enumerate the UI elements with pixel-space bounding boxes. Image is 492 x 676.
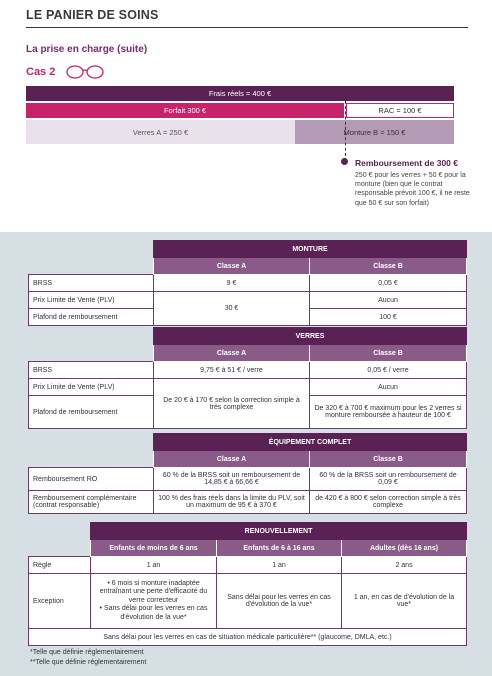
rac-bar: RAC = 100 €	[346, 103, 454, 118]
table-row: BRSS 9,75 € à 51 € / verre 0,05 € / verre	[29, 362, 467, 379]
table-row: Plafond de remboursement De 320 € à 700 € maximum pour les 2 verres si monture remboursée à hauteur de 100 €	[29, 396, 467, 429]
connector-dot	[341, 158, 348, 165]
glasses-icon	[64, 62, 106, 80]
exception-item: • 6 mois si monture inadaptée entraînant une perte d'efficacité du verre correcteur	[99, 579, 208, 604]
forfait-bar: Forfait 300 €	[26, 103, 344, 118]
dashed-connector	[345, 101, 346, 161]
table-row: Prix Limite de Vente (PLV) De 20 € à 170 € selon la correction simple à très complexe Aucun	[29, 379, 467, 396]
case-label: Cas 2	[26, 66, 56, 78]
footnote: *Telle que définie réglementairement	[30, 649, 144, 656]
table-row: Règle 1 an 1 an 2 ans	[29, 557, 467, 574]
table-row: Prix Limite de Vente (PLV) 30 € Aucun	[29, 292, 467, 309]
exception-item: • Sans délai pour les verres en cas d'évolution de la vue*	[99, 605, 208, 621]
verres-bar: Verres A = 250 €	[26, 120, 295, 144]
equipement-table: ÉQUIPEMENT COMPLET Classe A Classe B Remboursement RO 60 % de la BRSS soit un remboursement de 14,85 € à 66,66 € 60 % de la BRSS soit un remboursement de 0,09 € Remboursement complémentaire (contrat responsable) 100 % des frais réels dans la limite du PLV, soit un maximum de 95 € à 370 € de 420 € à 800 € selon correction simple à très complexe	[28, 433, 467, 514]
table-row: Sans délai pour les verres en cas de situation médicale particulière** (glaucome, DMLA, etc.)	[29, 629, 467, 646]
remboursement-title: Remboursement de 300 €	[355, 158, 458, 168]
remboursement-text: 250 € pour les verres + 50 € pour la monture (bien que le contrat responsable prévoit 100 €, il ne reste que 50 € sur son forfait)	[355, 172, 470, 207]
monture-class-a: Classe A	[154, 258, 310, 275]
monture-heading: MONTURE	[154, 241, 467, 258]
renouvellement-heading: RENOUVELLEMENT	[91, 523, 467, 540]
table-row: BRSS 9 € 0,05 €	[29, 275, 467, 292]
monture-table	[28, 240, 467, 326]
monture-class-b: Classe B	[310, 258, 467, 275]
equipement-heading: ÉQUIPEMENT COMPLET	[154, 434, 467, 451]
verres-heading: VERRES	[154, 328, 467, 345]
frais-reels-bar: Frais réels = 400 €	[26, 86, 454, 101]
table-row: Remboursement complémentaire (contrat responsable) 100 % des frais réels dans la limite du PLV, soit un maximum de 95 € à 370 € de 420 € à 800 € selon correction simple à très complexe	[29, 491, 467, 514]
verres-table: VERRES Classe A Classe B BRSS 9,75 € à 51 € / verre 0,05 € / verre Prix Limite de Vente (PLV) De 20 € à 170 € selon la correction simple à très complexe Aucun Plafond de remboursement De 320 € à 700 € maximum pour les 2 verres si monture remboursée à hauteur de 100 €	[28, 327, 467, 429]
page-title: LE PANIER DE SOINS	[26, 8, 159, 22]
section-subtitle: La prise en charge (suite)	[26, 44, 148, 55]
table-row: Remboursement RO 60 % de la BRSS soit un remboursement de 14,85 € à 66,66 € 60 % de la BRSS soit un remboursement de 0,09 €	[29, 468, 467, 491]
footnote: **Telle que définie réglementairement	[30, 659, 147, 666]
table-row: Plafond de remboursement 100 €	[29, 309, 467, 326]
title-divider	[26, 27, 468, 28]
monture-bar: Monture B = 150 €	[295, 120, 454, 144]
table-row: Exception • 6 mois si monture inadaptée entraînant une perte d'efficacité du verre correcteur • Sans délai pour les verres en cas d'évolution de la vue* Sans délai pour les verres en cas d'évolution de la vue* 1 an, en cas de d'évolution de la vue*	[29, 574, 467, 629]
renouvellement-table: RENOUVELLEMENT Enfants de moins de 6 ans Enfants de 6 à 16 ans Adultes (dès 16 ans) Règle 1 an 1 an 2 ans Exception • 6 mois si monture inadaptée entraînant une perte d'efficacité du verre correcteur • Sans délai pour les verres en cas d'évolution de la vue* Sans délai pour les verres en cas d'évolution de la vue* 1 an, en cas de d'évolution de la vue* Sans délai pour les verres en cas de situation médicale particulière** (glaucome, DMLA, etc.)	[28, 522, 467, 646]
